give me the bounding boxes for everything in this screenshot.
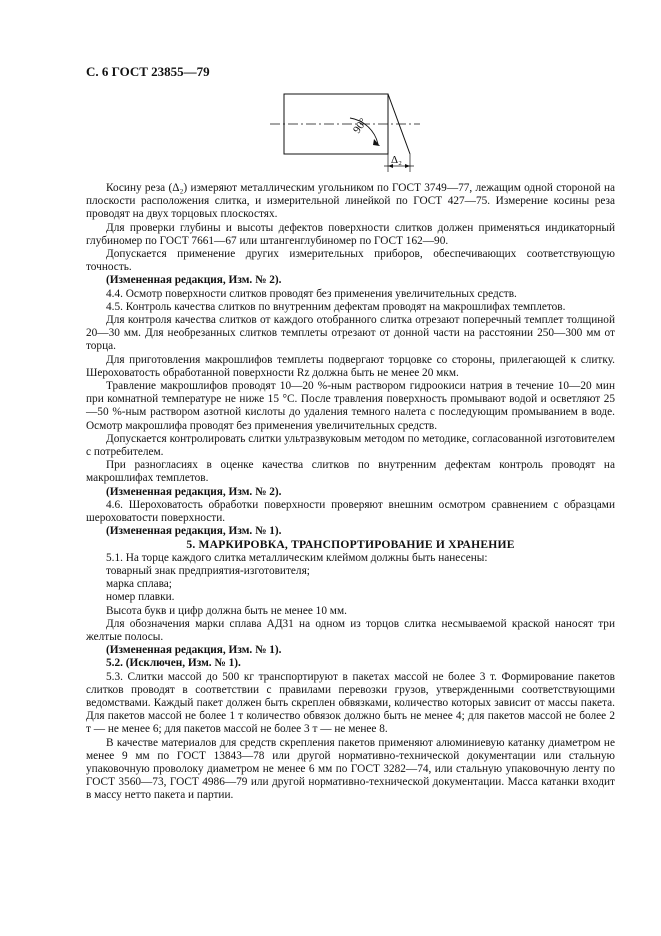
paragraph: Допускается контролировать слитки ультразвуковым методом по методике, согласованной изготовителем с потребителем. [86,432,615,459]
page-header: С. 6 ГОСТ 23855—79 [86,64,210,79]
clause-4-6: 4.6. Шероховатость обработки поверхности проверяют внешним осмотром сравнением с образцами шероховатости поверхности. [86,498,615,525]
paragraph: Для контроля качества слитков от каждого отобранного слитка отрезают поперечный темплет толщиной 20—30 мм. Для необрезанных слитков темплеты отрезают от донной части на расстоянии 250—300 мм от торца. [86,314,615,353]
paragraph: Для проверки глубины и высоты дефектов поверхности слитков должен применяться индикаторный глубиномер по ГОСТ 7661—67 или штангенглубиномер по ГОСТ 162—90. [86,221,615,247]
amendment-note: (Измененная редакция, Изм. № 2). [106,485,282,498]
paragraph: В качестве материалов для средств скрепления пакетов применяют алюминиевую катанку диаметром не менее 9 мм по ГОСТ 13843—78 или другой нормативно-технической документации или стальную упаковочную проволоку диаметром не менее 6 мм по ГОСТ 3282—74, или стальную упаковочную ленту по ГОСТ 3560—73, ГОСТ 4986—79 или другой нормативно-технической документации. Масса катанки входит в массу нетто пакета и партии. [86,736,615,802]
list-item: товарный знак предприятия-изготовителя; [106,564,310,577]
paragraph: Для обозначения марки сплава АД31 на одном из торцов слитка несмываемой краской наносят три желтые полосы. [86,617,615,643]
amendment-note: (Измененная редакция, Изм. № 1). [106,525,282,538]
amendment-note: (Измененная редакция, Изм. № 1). [106,644,282,657]
clause-5-2: 5.2. (Исключен, Изм. № 1). [106,657,241,670]
ingot-cut-diagram [270,88,430,180]
clause-5-1: 5.1. На торце каждого слитка металлическим клеймом должны быть нанесены: [106,551,488,564]
amendment-note: (Измененная редакция, Изм. № 2). [106,274,282,287]
paragraph: Допускается применение других измерительных приборов, обеспечивающих соответствующую точность. [86,248,615,274]
clause-4-4: 4.4. Осмотр поверхности слитков проводят без применения увеличительных средств. [106,287,517,300]
document-body [86,182,615,803]
ingot-body [284,94,388,154]
paragraph: Для приготовления макрошлифов темплеты подвергают торцовке со стороны, прилегающей к слитку. Шероховатость обработанной поверхности Rz должна быть не менее 20 мкм. [86,353,615,379]
clause-5-3: 5.3. Слитки массой до 500 кг транспортируют в пакетах массой не более 3 т. Формирование пакетов слитков проводят в соответствии с правилами перевозки грузов, утвержденными соответствующими ведомствами. Каждый пакет должен быть скреплен обвязками, количество которых зависит от массы пакета. Для пакетов массой не более 1 т количество обвязок должно быть не менее 4; для пакетов массой не более 2 т — не менее 6; для пакетов массой не более 3 т — не менее 8. [86,670,615,736]
list-item: номер плавки. [106,591,175,604]
angle-label: 90° [350,116,370,136]
section-title: 5. МАРКИРОВКА, ТРАНСПОРТИРОВАНИЕ И ХРАНЕНИЕ [186,538,515,552]
dim-arrow-right-icon [405,164,410,168]
list-item: марка сплава; [106,578,172,591]
clause-4-5: 4.5. Контроль качества слитков по внутренним дефектам проводят на макрошлифах темплетов. [106,300,566,313]
paragraph: Высота букв и цифр должна быть не менее 10 мм. [106,604,347,617]
paragraph: При разногласиях в оценке качества слитков по внутренним дефектам контроль проводят на макрошлифах темплетов. [86,459,615,485]
paragraph: Травление макрошлифов проводят 10—20 %-ным раствором гидроокиси натрия в течение 10—20 мин при комнатной температуре не ниже 15 °С. После травления поверхность промывают водой и осветляют 25—50 %-ным раствором азотной кислоты до удаления темного налета с последующим промыванием в воде. Осмотр макрошлифа проводят без применения увеличительных средств. [86,380,615,432]
paragraph: Косину реза (Δ₂) измеряют металлическим угольником по ГОСТ 3749—77, лежащим одной стороной на плоскости расположения слитка, и измерительной линейкой по ГОСТ 427—75. Измерение косины реза проводят на двух торцовых плоскостях. [86,182,615,221]
delta-label: Δ₂ [391,154,402,166]
